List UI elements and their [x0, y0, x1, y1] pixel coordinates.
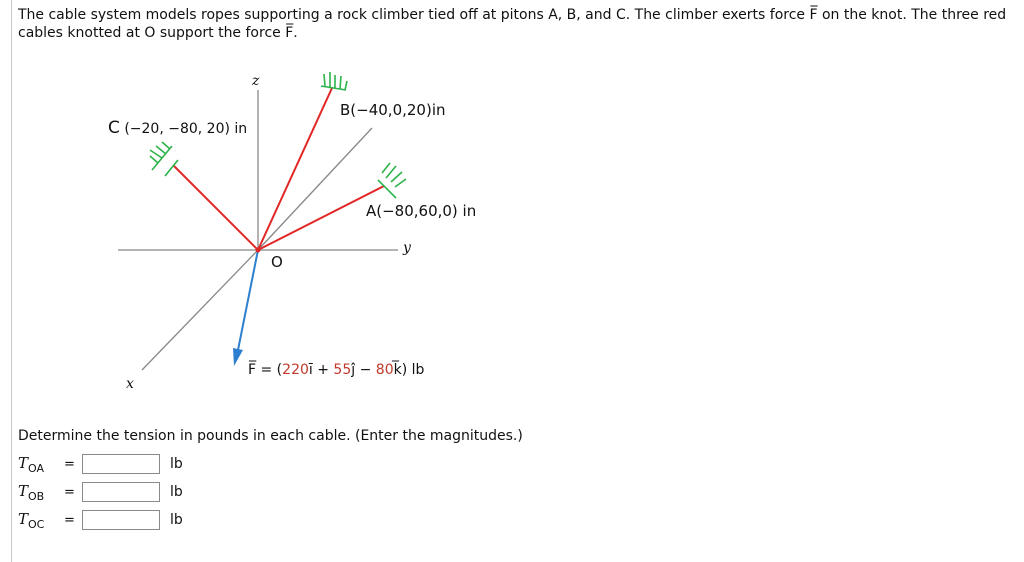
force-label: F̅ = (220ī + 55ĵ − 80k̅) lb [248, 362, 425, 378]
point-C-label [108, 118, 247, 138]
force-vector [238, 250, 258, 350]
tension-OC-label [18, 510, 64, 531]
force-k-value: 80 [375, 362, 394, 378]
force-j-value: 55 [333, 362, 352, 378]
knot-O [256, 248, 261, 253]
anchor-B-icon [321, 72, 347, 90]
force-i-value: 220 [282, 362, 309, 378]
point-B-label: B(−40,0,20)in [340, 101, 446, 119]
unit-label: lb [170, 484, 183, 500]
unit-label: lb [170, 512, 183, 528]
force-suffix: ) lb [401, 362, 425, 378]
tension-OA-label [18, 454, 64, 475]
tension-OB-input[interactable] [82, 482, 160, 502]
equals-sign: = [64, 512, 75, 528]
equals-sign: = [64, 456, 75, 472]
anchor-A-icon [378, 163, 406, 198]
point-C-coords: (−20, −80, 20) in [124, 121, 248, 137]
projection-line [258, 128, 372, 250]
question-prompt: Determine the tension in pounds in each cable. (Enter the magnitudes.) [18, 428, 523, 444]
point-A-label: A(−80,60,0) in [366, 202, 477, 220]
force-arrowhead [233, 348, 243, 366]
force-prefix: F̅ = ( [248, 362, 283, 378]
answer-row-OC [18, 509, 183, 531]
tension-OB-label [18, 482, 64, 503]
cable-OB [258, 88, 332, 250]
tension-symbol: T [18, 481, 29, 500]
tension-subscript: OB [28, 489, 45, 503]
z-axis-label: z [252, 73, 260, 89]
unit-label: lb [170, 456, 183, 472]
tension-subscript: OC [28, 517, 45, 531]
point-C-name: C [108, 118, 120, 138]
y-axis-label: y [403, 240, 411, 256]
tension-symbol: T [18, 509, 29, 528]
tension-subscript: OA [28, 461, 45, 475]
origin-label: O [271, 253, 283, 271]
answer-row-OA [18, 453, 183, 475]
problem-statement: The cable system models ropes supporting a rock climber tied off at pitons A, B, and C. The climber exerts force F̅ on the knot. The three red cables knotted at O support the force F̅. [18, 7, 1007, 41]
x-axis-label: x [126, 376, 134, 392]
answer-row-OB [18, 481, 183, 503]
anchor-C-icon [150, 142, 178, 176]
cable-system-diagram [0, 60, 560, 400]
cable-OC [174, 166, 258, 250]
tension-OA-input[interactable] [82, 454, 160, 474]
tension-OC-input[interactable] [82, 510, 160, 530]
tension-symbol: T [18, 453, 29, 472]
equals-sign: = [64, 484, 75, 500]
